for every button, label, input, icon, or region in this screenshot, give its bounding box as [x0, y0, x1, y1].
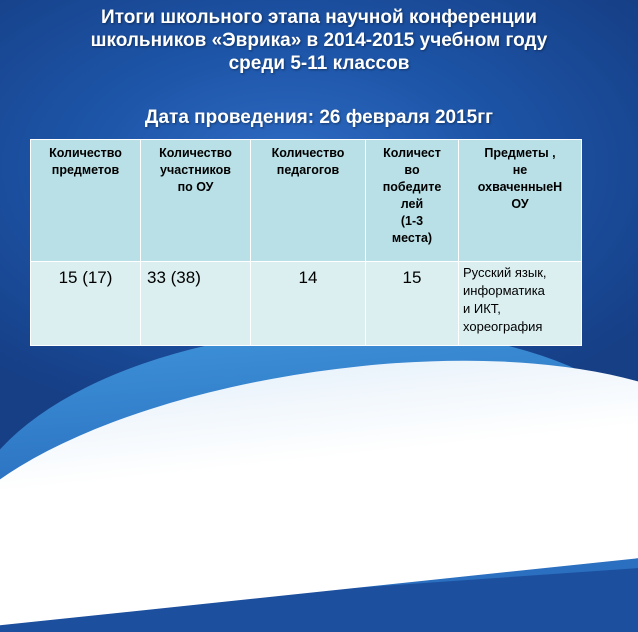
event-date: Дата проведения: 26 февраля 2015гг — [144, 107, 494, 128]
cell-teachers: 14 — [251, 262, 366, 346]
cell-winners: 15 — [366, 262, 459, 346]
table-row — [31, 262, 582, 346]
title-line-2: школьников «Эврика» в 2014-2015 учебном году — [90, 30, 548, 51]
cell-uncovered-subjects: Русский язык, информатика и ИКТ, хореография — [459, 262, 582, 346]
header-subjects-count: Количество предметов — [31, 140, 141, 262]
header-winners: Количест во победите лей (1-3 места) — [366, 140, 459, 262]
slide-title — [20, 6, 618, 75]
title-line-1: Итоги школьного этапа научной конференции — [101, 7, 537, 28]
title-line-3: среди 5-11 классов — [228, 53, 410, 74]
header-uncovered-subjects: Предметы , не охваченныеН ОУ — [459, 140, 582, 262]
cell-subjects-count: 15 (17) — [31, 262, 141, 346]
header-participants: Количество участников по ОУ — [141, 140, 251, 262]
header-teachers: Количество педагогов — [251, 140, 366, 262]
results-table — [30, 139, 582, 346]
cell-participants: 33 (38) — [141, 262, 251, 346]
table-header-row — [31, 140, 582, 262]
